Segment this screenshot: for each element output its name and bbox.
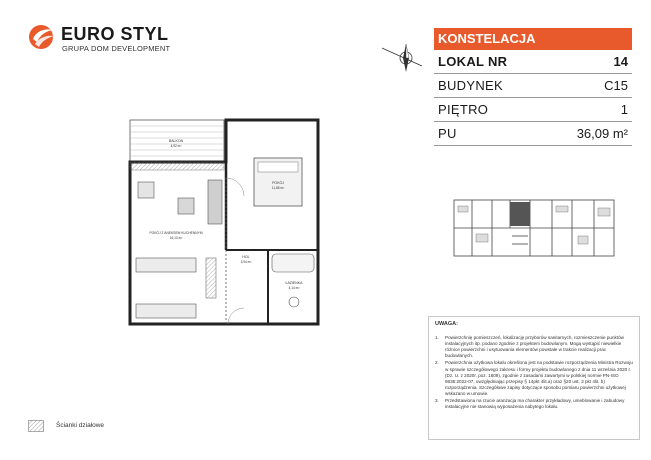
- room-area: 3,94 m²: [240, 260, 252, 264]
- euro-styl-logo-icon: [28, 22, 56, 52]
- brand-subtitle: GRUPA DOM DEVELOPMENT: [62, 44, 171, 53]
- info-label: LOKAL NR: [438, 54, 508, 69]
- brand-logo: [28, 22, 171, 58]
- note-item: 2. Powierzchnia użytkowa lokalu określona jest na podstawie rozporządzenia Ministra Rozwoju w sprawie szczegółowego zakresu i formy projektu budowlanego z dnia 11 września 2020 r. (Dz. U. z 2020r. poz. 1609), zgodnie z zasadami zawartymi w polskiej normie PN-ISO 9836:2022-07, uwzględniając przepisy § 14pkt 4lit.a) oraz §20 ust. 3 pkt 4lit. b) rozporządzenia. Szczegółowe zapisy dotyczące sposobu pomiaru powierzchni użytkowej wskazano w umowie.: [435, 360, 633, 396]
- notes-title: UWAGA:: [435, 321, 458, 327]
- info-label: PU: [438, 126, 457, 141]
- hatch-swatch-icon: [28, 420, 44, 432]
- room-name: POKÓJ Z ANEKSEM KUCHENNYM: [149, 231, 203, 235]
- room-area: 4,14 m²: [288, 286, 300, 290]
- info-row-floor: [434, 98, 632, 122]
- building-key-plan: [452, 196, 616, 260]
- info-value: 1: [620, 102, 628, 117]
- room-area: 4,92 m²: [170, 144, 182, 148]
- brand-name: EURO STYL: [61, 24, 169, 44]
- room-area: 16,13 m²: [169, 236, 183, 240]
- note-item: 3. Przedstawiona na rzucie aranżacja ma charakter przykładowy, umeblowanie i zabudowy instalacyjne nie stanowią wyposażenia nabytego lokalu.: [435, 398, 633, 410]
- unit-info-panel: [434, 28, 632, 146]
- info-value: C15: [604, 78, 628, 93]
- info-row-unit: [434, 50, 632, 74]
- notes-box: [428, 316, 640, 440]
- info-row-area: [434, 122, 632, 146]
- room-area: 11,88 m²: [271, 186, 285, 190]
- info-row-building: [434, 74, 632, 98]
- note-text: Powierzchnię pomieszczeń, lokalizację przyborów sanitarnych, rozmieszczenie punktów instalacyjnych itp. podano zgodnie z projektem budowlanym. Mogą wystąpić niewielkie różnice powierzchni i usytuowania elementów powstałe w trakcie realizacji prac budowlanych.: [445, 335, 624, 359]
- info-label: BUDYNEK: [438, 78, 503, 93]
- note-text: Powierzchnia użytkowa lokalu określona jest na podstawie rozporządzenia Ministra Rozwoju w sprawie szczegółowego zakresu i formy projektu budowlanego z dnia 11 września 2020 r. (Dz. U. z 2020r. poz. 1609), zgodnie z zasadami zawartymi w polskiej normie PN-ISO 9836:2022-07, uwzględniając przepisy § 14pkt 4lit.a) oraz §20 ust. 3 pkt 4lit. b) rozporządzenia. Szczegółowe zapisy dotyczące sposobu pomiaru powierzchni użytkowej wskazano w umowie.: [445, 360, 633, 396]
- room-name: POKÓJ: [272, 181, 284, 185]
- room-name: ŁAZIENKA: [285, 281, 303, 285]
- project-name: KONSTELACJA: [434, 28, 632, 50]
- highlighted-unit: [510, 202, 530, 226]
- room-name: HOL: [242, 255, 250, 259]
- room-name: BALKON: [168, 139, 184, 143]
- note-text: Przedstawiona na rzucie aranżacja ma charakter przykładowy, umeblowanie i zabudowy instalacyjne nie stanowią wyposażenia nabytego lokalu.: [445, 398, 625, 410]
- legend-label: Ścianki działowe: [56, 422, 105, 429]
- north-arrow-icon: [380, 40, 424, 74]
- info-value: 36,09 m²: [576, 126, 628, 141]
- note-item: 1. Powierzchnię pomieszczeń, lokalizację przyborów sanitarnych, rozmieszczenie punktów instalacyjnych itp. podano zgodnie z projektem budowlanym. Mogą wystąpić niewielkie różnice powierzchni i usytuowania elementów powstałe w trakcie realizacji prac budowlanych.: [435, 335, 633, 359]
- info-value: 14: [613, 54, 628, 69]
- info-label: PIĘTRO: [438, 102, 489, 117]
- floor-plan: [128, 118, 328, 330]
